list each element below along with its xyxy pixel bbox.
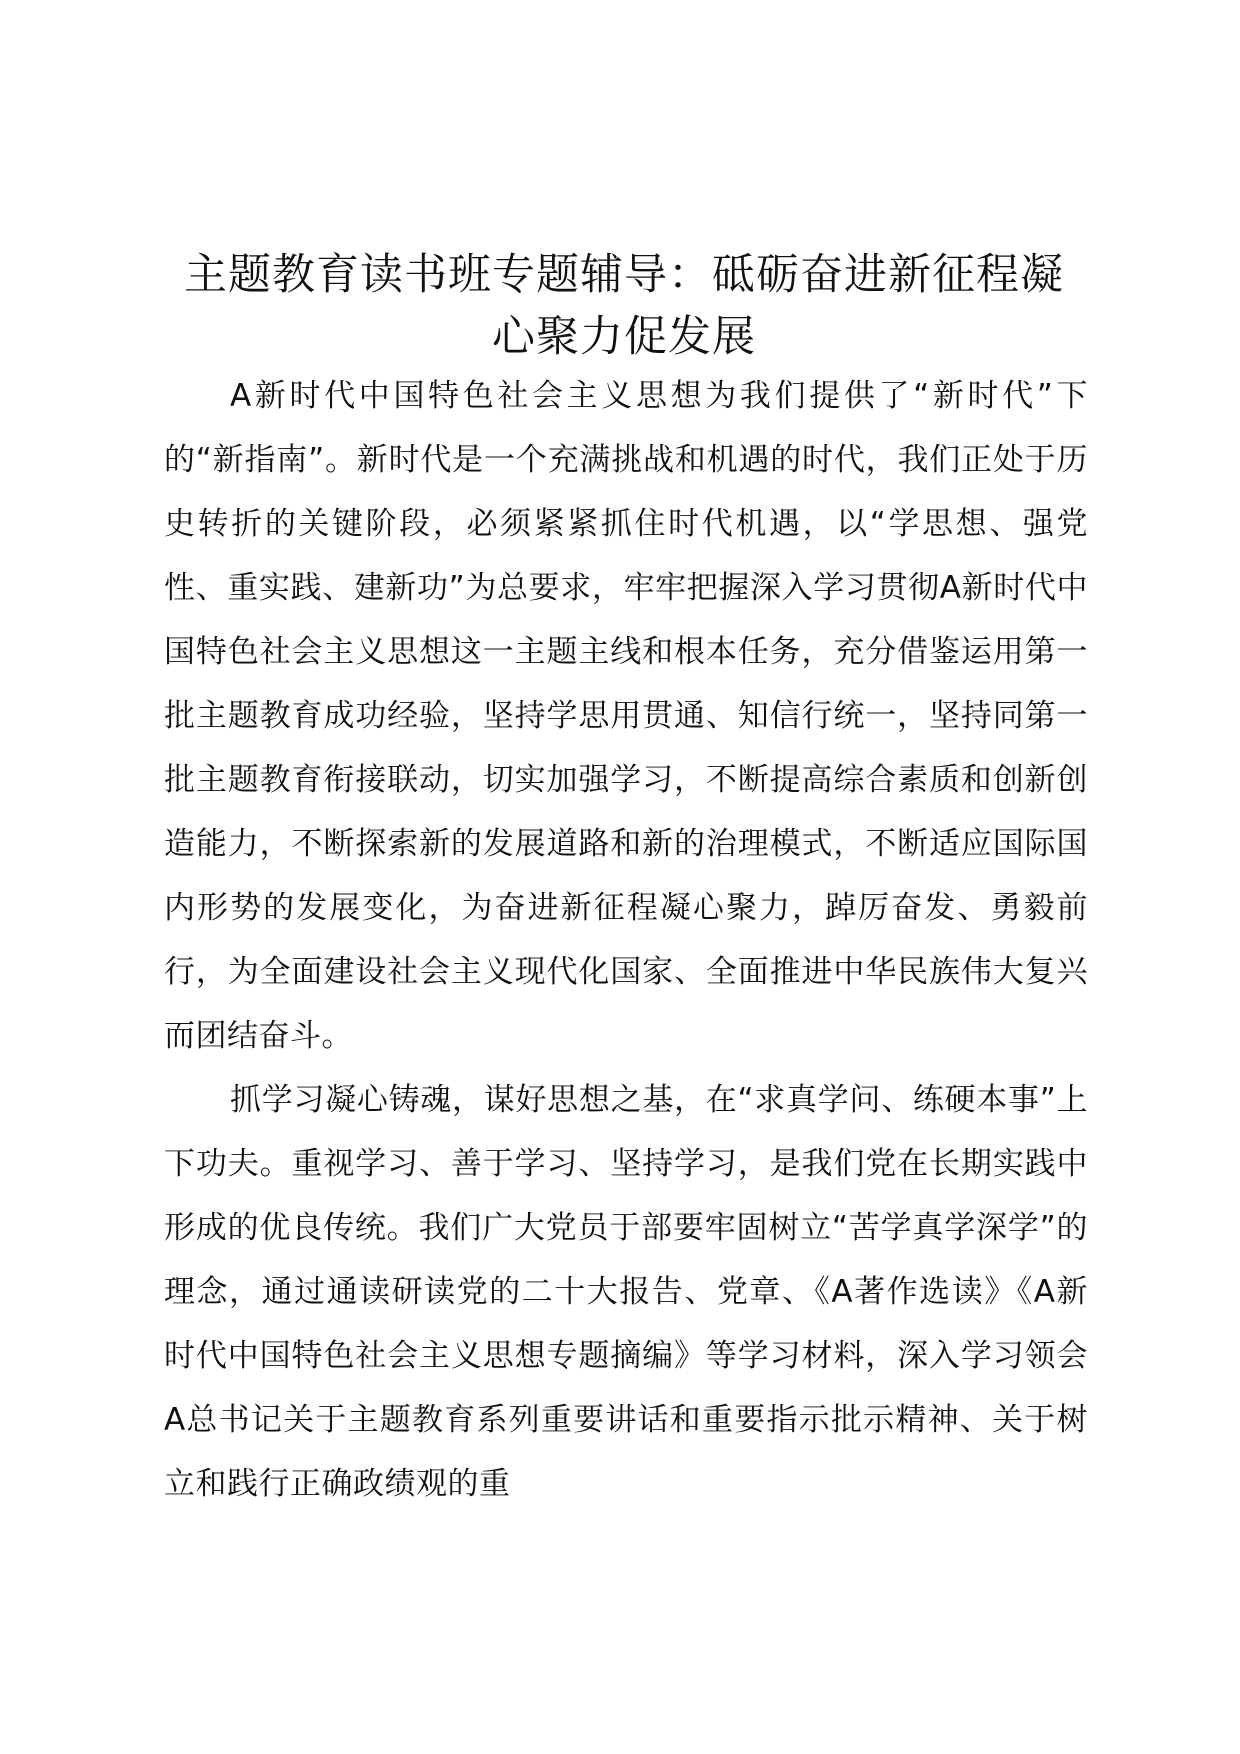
document-body bbox=[164, 364, 1088, 1516]
title-line-1: 主题教育读书班专题辅导：砥砺奋进新征程凝 bbox=[184, 250, 1064, 300]
paragraph-1: A新时代中国特色社会主义思想为我们提供了“新时代”下的“新指南”。新时代是一个充满挑战和机遇的时代，我们正处于历史转折的关键阶段，必须紧紧抓住时代机遇，以“学思想、强党性、重实践、建新功”为总要求，牢牢把握深入学习贯彻A新时代中国特色社会主义思想这一主题主线和根本任务，充分借鉴运用第一批主题教育成功经验，坚持学思用贯通、知信行统一，坚持同第一批主题教育衔接联动，切实加强学习，不断提高综合素质和创新创造能力，不断探索新的发展道路和新的治理模式，不断适应国际国内形势的发展变化，为奋进新征程凝心聚力，踔厉奋发、勇毅前行，为全面建设社会主义现代化国家、全面推进中华民族伟大复兴而团结奋斗。 bbox=[164, 378, 1088, 1054]
paragraph-2: 抓学习凝心铸魂，谋好思想之基，在“求真学问、练硬本事”上下功夫。重视学习、善于学习、坚持学习，是我们党在长期实践中形成的优良传统。我们广大党员于部要牢固树立“苦学真学深学”的理念，通过通读研读党的二十大报告、党章、《A著作选读》《A新时代中国特色社会主义思想专题摘编》等学习材料，深入学习领会A总书记关于主题教育系列重要讲话和重要指示批示精神、关于树立和践行正确政绩观的重 bbox=[164, 1082, 1088, 1502]
document-title bbox=[164, 244, 1084, 368]
title-line-2: 心聚力促发展 bbox=[492, 312, 756, 362]
